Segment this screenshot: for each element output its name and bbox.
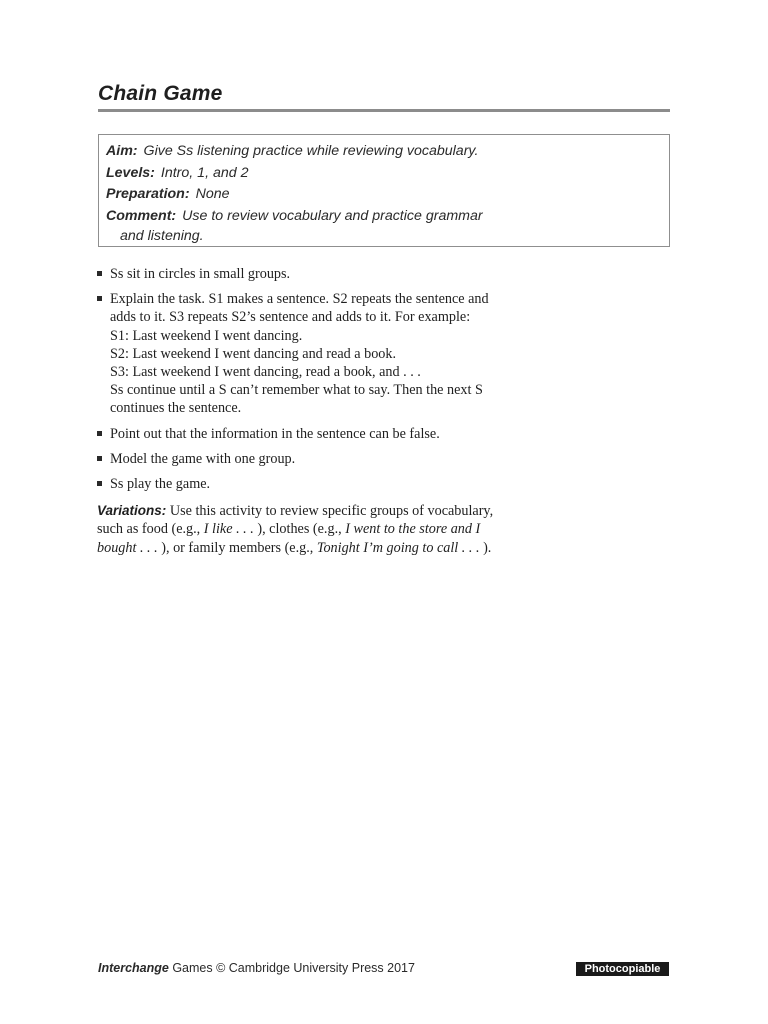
bullet-square-icon bbox=[97, 271, 102, 276]
list-item-line: adds to it. S3 repeats S2’s sentence and adds to it. For example: bbox=[110, 309, 471, 326]
preparation-text: None bbox=[195, 186, 230, 202]
aim-label: Aim: bbox=[106, 143, 138, 159]
list-item-line: Explain the task. S1 makes a sentence. S2 repeats the sentence and bbox=[110, 291, 489, 308]
footer-text: Games © Cambridge University Press 2017 bbox=[168, 961, 415, 975]
list-item bbox=[96, 450, 516, 468]
preparation-line bbox=[106, 184, 662, 206]
example-phrase: bought . . . bbox=[97, 539, 158, 556]
footer-credit bbox=[98, 961, 415, 975]
comment-text: Use to review vocabulary and practice grammar bbox=[182, 207, 483, 224]
comment-text-cont: and listening. bbox=[120, 228, 204, 244]
variations-text: ), clothes (e.g., bbox=[253, 521, 346, 538]
list-item-line: continues the sentence. bbox=[110, 400, 242, 417]
list-item bbox=[96, 475, 516, 493]
variations-line bbox=[97, 502, 527, 520]
variations-label: Variations: bbox=[97, 503, 167, 518]
variations-text: such as food (e.g., bbox=[97, 521, 204, 538]
variations-text: ). bbox=[479, 539, 492, 556]
list-item bbox=[96, 265, 516, 283]
list-item-line: Ss continue until a S can’t remember what to say. Then the next S bbox=[110, 382, 483, 399]
list-item-line: Point out that the information in the sentence can be false. bbox=[110, 425, 440, 442]
levels-text: Intro, 1, and 2 bbox=[160, 164, 249, 181]
comment-line-cont bbox=[106, 227, 662, 245]
list-item-line: Model the game with one group. bbox=[110, 450, 296, 467]
photocopiable-badge: Photocopiable bbox=[576, 962, 669, 976]
variations-paragraph bbox=[97, 502, 527, 557]
list-item-line: Ss sit in circles in small groups. bbox=[110, 266, 291, 282]
list-item-line: S2: Last weekend I went dancing and read a book. bbox=[110, 345, 397, 362]
comment-line bbox=[106, 206, 662, 228]
instruction-list bbox=[96, 265, 516, 500]
example-phrase: I went to the store and I bbox=[345, 521, 481, 538]
preparation-label: Preparation: bbox=[106, 186, 190, 202]
list-item-line: S3: Last weekend I went dancing, read a book, and . . . bbox=[110, 364, 421, 381]
info-box bbox=[98, 134, 670, 247]
variations-text: Use this activity to review specific groups of vocabulary, bbox=[166, 503, 494, 519]
bullet-square-icon bbox=[97, 481, 102, 486]
comment-label: Comment: bbox=[106, 207, 177, 224]
title-rule bbox=[98, 109, 670, 112]
variations-text: ), or family members (e.g., bbox=[157, 539, 317, 556]
bullet-square-icon bbox=[97, 456, 102, 461]
levels-label: Levels: bbox=[106, 164, 155, 181]
page-title: Chain Game bbox=[98, 82, 223, 105]
bullet-square-icon bbox=[97, 431, 102, 436]
bullet-square-icon bbox=[97, 296, 102, 301]
levels-line bbox=[106, 163, 662, 185]
aim-text: Give Ss listening practice while reviewing vocabulary. bbox=[143, 143, 479, 159]
list-item bbox=[96, 425, 516, 443]
footer-brand: Interchange bbox=[98, 961, 169, 975]
list-item-line: S1: Last weekend I went dancing. bbox=[110, 327, 303, 344]
variations-line bbox=[97, 520, 527, 538]
example-phrase: Tonight I’m going to call . . . bbox=[316, 539, 480, 556]
example-phrase: I like . . . bbox=[203, 521, 254, 538]
list-item bbox=[96, 290, 516, 417]
list-item-line: Ss play the game. bbox=[110, 476, 211, 493]
aim-line bbox=[106, 141, 662, 163]
variations-line bbox=[97, 539, 527, 557]
